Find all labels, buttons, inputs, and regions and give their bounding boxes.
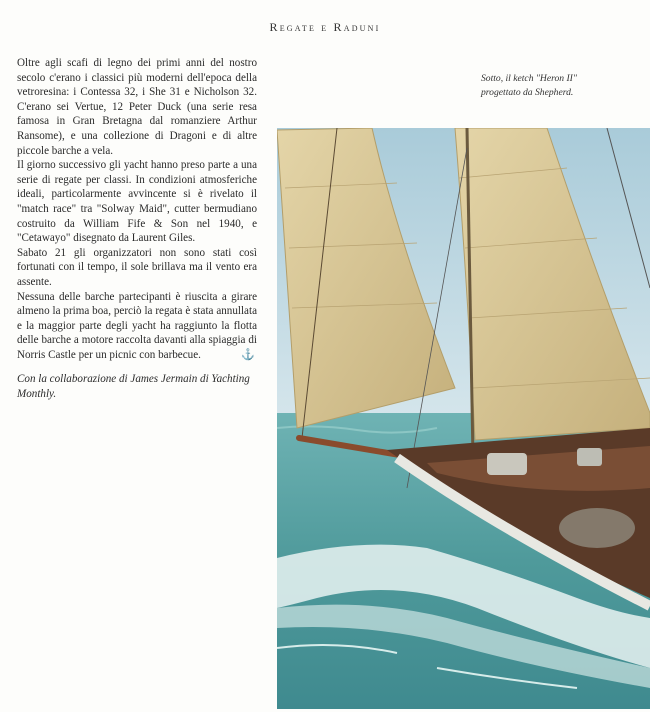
- section-title: Regate e Raduni: [269, 20, 381, 34]
- paragraph-3: Sabato 21 gli organizzatori non sono stati così fortunati con il tempo, il sole brillava ma il vento era assente.: [17, 246, 257, 288]
- photo-caption: Sotto, il ketch "Heron II" progettato da Shepherd.: [481, 73, 577, 98]
- paragraph-4-text: Nessuna delle barche partecipanti è riuscita a girare almeno la prima boa, perciò la regata è stata annullata e la maggior parte degli yacht ha raggiunto la flotta delle barche a motore raccolta davanti alla spiaggia di Norris Castle per un picnic con barbecue.: [17, 290, 257, 361]
- ketch-illustration: [277, 128, 650, 709]
- section-header: [0, 20, 650, 35]
- ketch-photo: [277, 128, 650, 709]
- article-credit: Con la collaborazione di James Jermain di Yachting Monthly.: [17, 373, 250, 400]
- article-body: [17, 56, 257, 362]
- paragraph-1: Oltre agli scafi di legno dei primi anni del nostro secolo c'erano i classici più moderni dell'epoca della vetroresina: i Contessa 32, i She 31 e Nicholson 32. C'erano sei Vertue, 12 Peter Duck (una serie resa famosa in Gran Bretagna dal romanziere Arthur Ransome), e una collezione di Dragoni e di altre piccole barche a vela.: [17, 57, 257, 157]
- paragraph-4: [17, 290, 257, 363]
- paragraph-2: Il giorno successivo gli yacht hanno preso parte a una serie di regate per classi. In condizioni atmosferiche ideali, particolarmente avvincente si è rivelato il "match race" tra "Solway Maid", cutter bermudiano costruito da William Fife & Son nel 1940, e "Cetawayo" disegnato da Laurent Giles.: [17, 159, 257, 245]
- anchor-icon: ⚓: [241, 348, 255, 361]
